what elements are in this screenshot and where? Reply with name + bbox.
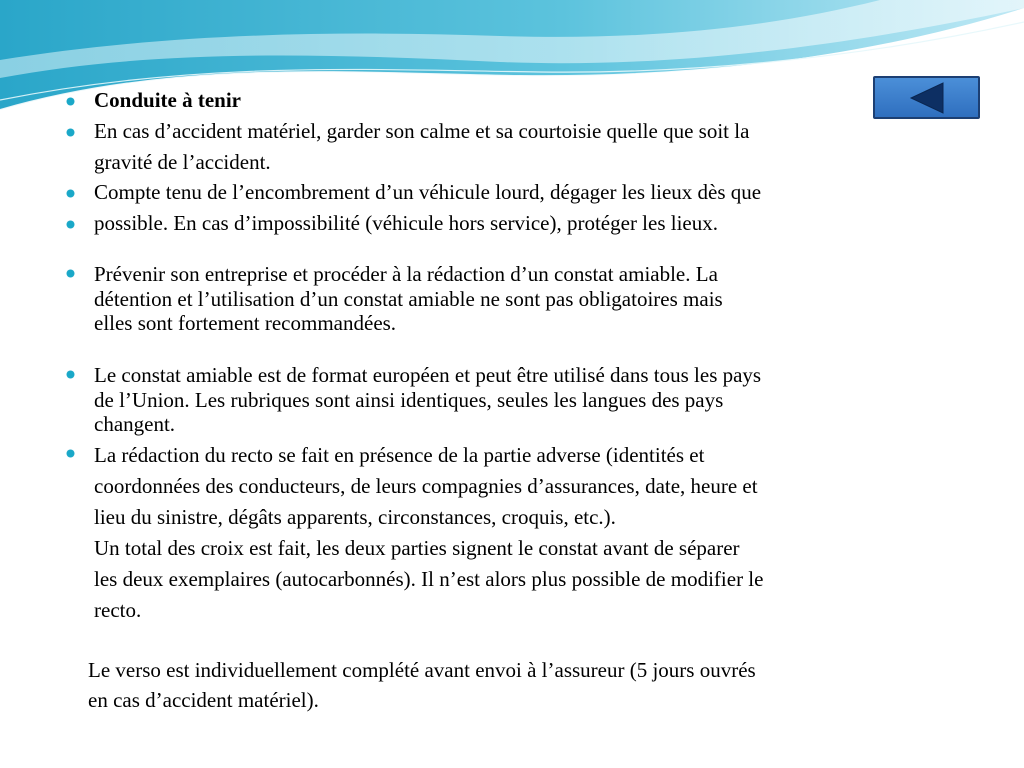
text-line: de l’Union. Les rubriques sont ainsi identiques, seules les langues des pays bbox=[94, 387, 724, 412]
section-heading: Conduite à tenir bbox=[94, 88, 241, 112]
paragraph-clear-area: Compte tenu de l’encombrement d’un véhicule lourd, dégager les lieux dès que bbox=[94, 180, 762, 204]
text-line: coordonnées des conducteurs, de leurs compagnies d’assurances, date, heure et bbox=[94, 474, 758, 498]
paragraph-calm bbox=[94, 116, 974, 178]
bullet-icon bbox=[64, 218, 77, 231]
text-line: elles sont fortement recommandées. bbox=[94, 311, 397, 335]
paragraph-european-format bbox=[94, 363, 974, 437]
text-line: détention et l’utilisation d’un constat amiable ne sont pas obligatoires mais bbox=[94, 286, 723, 311]
text-line: lieu du sinistre, dégâts apparents, circonstances, croquis, etc.). bbox=[94, 505, 616, 529]
bullet-icon bbox=[64, 368, 77, 381]
bullet-icon bbox=[64, 126, 77, 139]
text-line: Prévenir son entreprise et procéder à la rédaction d’un constat amiable. La bbox=[94, 262, 718, 286]
text-line: changent. bbox=[94, 412, 176, 436]
paragraph-recto bbox=[94, 440, 974, 626]
text-line: Le verso est individuellement complété avant envoi à l’assureur (5 jours ouvrés bbox=[88, 658, 756, 682]
text-line: recto. bbox=[94, 598, 142, 622]
text-line: En cas d’accident matériel, garder son calme et sa courtoisie quelle que soit la bbox=[94, 119, 750, 143]
text-line: Un total des croix est fait, les deux parties signent le constat avant de séparer bbox=[94, 536, 740, 560]
bullet-icon bbox=[64, 267, 77, 280]
paragraph-notify-company bbox=[94, 262, 974, 336]
bullet-icon bbox=[64, 95, 77, 108]
text-line: gravité de l’accident. bbox=[94, 150, 271, 174]
text-line: en cas d’accident matériel). bbox=[88, 688, 319, 712]
paragraph-protect-area: possible. En cas d’impossibilité (véhicule hors service), protéger les lieux. bbox=[94, 211, 719, 235]
text-line: les deux exemplaires (autocarbonnés). Il n’est alors plus possible de modifier le bbox=[94, 567, 764, 591]
paragraph-verso bbox=[88, 655, 988, 715]
text-line: La rédaction du recto se fait en présence de la partie adverse (identités et bbox=[94, 443, 705, 467]
text-line: Le constat amiable est de format européen et peut être utilisé dans tous les pays bbox=[94, 363, 762, 387]
bullet-icon bbox=[64, 447, 77, 460]
bullet-icon bbox=[64, 187, 77, 200]
